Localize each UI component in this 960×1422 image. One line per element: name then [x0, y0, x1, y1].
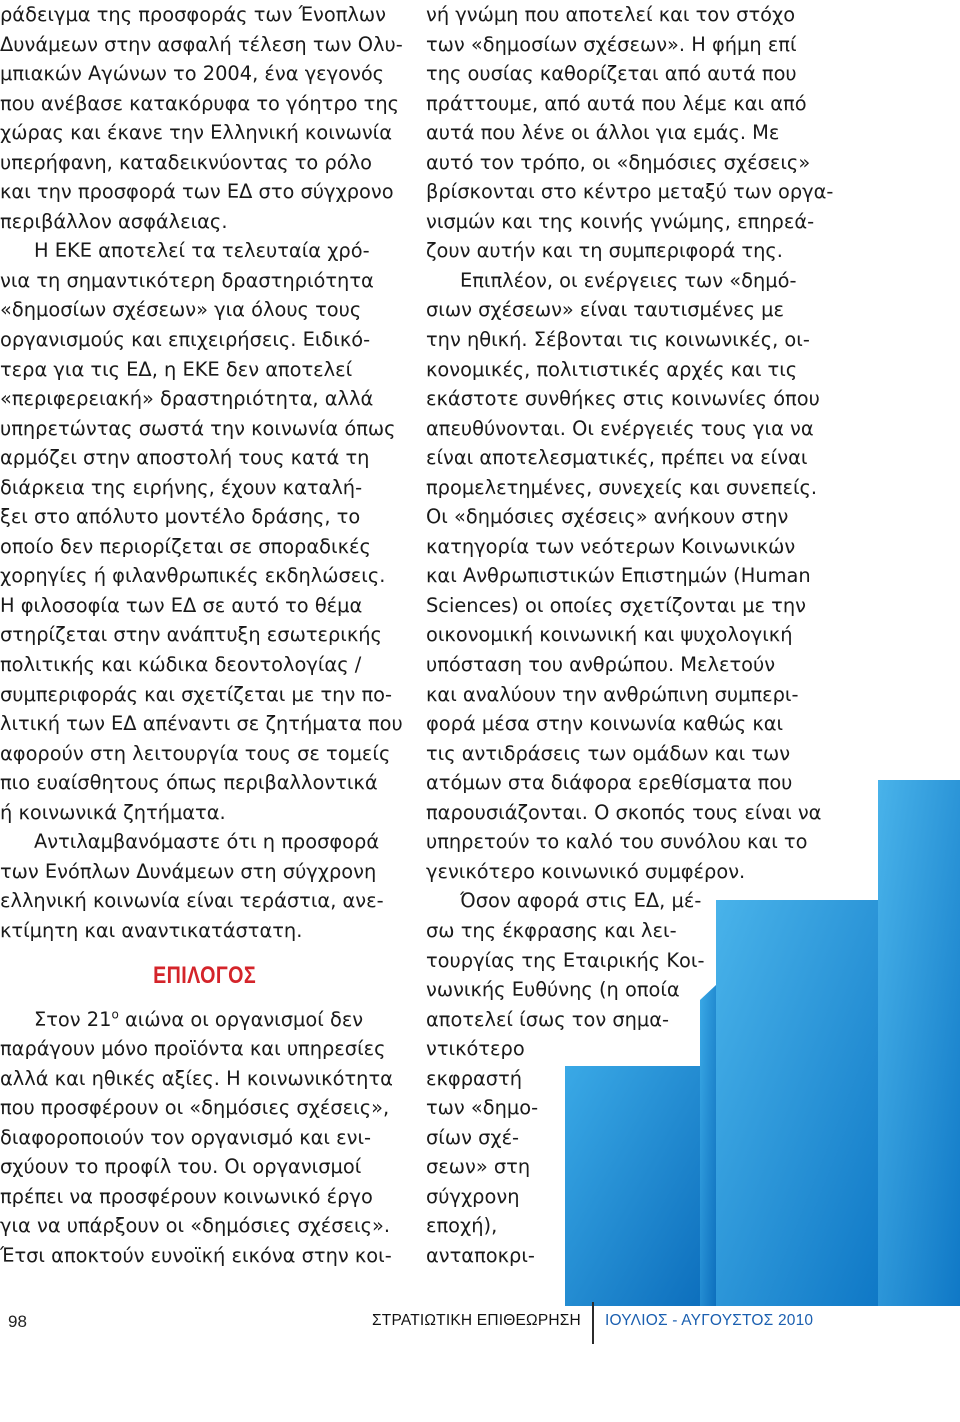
text-line: Αντιλαμβανόμαστε ότι η προσφορά [34, 830, 380, 854]
bar-step-4 [878, 780, 960, 1306]
text-line: σχύουν το προφίλ του. Οι οργανισμοί [0, 1155, 362, 1179]
text-line: πιο ευαίσθητους όπως περιβαλλοντικά [0, 771, 378, 795]
text-line: και την προσφορά των ΕΔ στο σύγχρονο [0, 180, 394, 204]
text-line: κτίμητη και αναντικατάστατη. [0, 918, 303, 942]
text-line: ανταποκρι- [426, 1243, 535, 1267]
epilogue-lead-rest: αιώνα οι οργανισμοί δεν [118, 1007, 364, 1031]
text-line: σιων σχέσεων» είναι ταυτισμένες με [426, 298, 784, 322]
text-line: Η ΕΚΕ αποτελεί τα τελευταία χρό- [34, 239, 370, 263]
text-line: σω της έκφρασης και λει- [426, 918, 677, 942]
text-line: των «δημο- [426, 1096, 539, 1120]
text-line: ντικότερο [426, 1037, 525, 1061]
epilogue-lead: Στον 21 [34, 1007, 112, 1031]
text-line: σύγχρονη [426, 1184, 520, 1208]
text-line: διάρκεια της ειρήνης, έχουν καταλή- [0, 475, 363, 499]
text-line [0, 1005, 402, 1035]
text-line: οργανισμούς και επιχειρήσεις. Ειδικό- [0, 328, 371, 352]
footer-divider [592, 1302, 594, 1344]
text-line: στηρίζεται στην ανάπτυξη εσωτερικής [0, 623, 382, 647]
text-line: κονομικές, πολιτιστικές αρχές και τις [426, 357, 798, 381]
text-line: και αναλύουν την ανθρώπινη συμπερι- [426, 682, 799, 706]
text-line: παρουσιάζονται. Ο σκοπός τους είναι να [426, 800, 822, 824]
text-line: κατηγορία των νεότερων Κοινωνικών [426, 534, 796, 558]
text-line: χορηγίες ή φιλανθρωπικές εκδηλώσεις. [0, 564, 386, 588]
text-line: συμπεριφοράς και σχετίζεται με την πο- [0, 682, 392, 706]
text-line: σίων σχέ- [426, 1125, 520, 1149]
text-line: «δημοσίων σχέσεων» για όλους τους [0, 298, 362, 322]
page-footer [0, 1300, 960, 1360]
text-line: βρίσκονται στο κέντρο μεταξύ των οργα- [426, 180, 834, 204]
left-column [0, 0, 402, 1270]
text-line: φορά μέσα στην κοινωνία καθώς και [426, 712, 784, 736]
text-line: υπόσταση του ανθρώπου. Μελετούν [426, 653, 776, 677]
text-line: αυτό τον τρόπο, οι «δημόσιες σχέσεις» [426, 150, 811, 174]
text-line: ατόμων στα διάφορα ερεθίσματα που [426, 771, 793, 795]
text-line: σεων» στη [426, 1155, 531, 1179]
text-line: Δυνάμεων στην ασφαλή τέλεση των Ολυ- [0, 32, 403, 56]
text-line: χώρας και έκανε την Ελληνική κοινωνία [0, 121, 392, 145]
text-line: Όσον αφορά στις ΕΔ, μέ- [460, 889, 702, 913]
text-line: νια τη σημαντικότερη δραστηριότητα [0, 268, 374, 292]
text-line: για να υπάρξουν οι «δημόσιες σχέσεις». [0, 1214, 391, 1238]
magazine-title: ΣΤΡΑΤΙΩΤΙΚΗ ΕΠΙΘΕΩΡΗΣΗ [372, 1312, 581, 1329]
text-line: αφορούν στη λειτουργία τους σε τομείς [0, 741, 391, 765]
text-line: «περιφερειακή» δραστηριότητα, αλλά [0, 387, 374, 411]
text-line: νωνικής Ευθύνης (η οποία [426, 978, 680, 1002]
text-line: υπηρετούν το καλό του συνόλου και το [426, 830, 808, 854]
text-line: γενικότερο κοινωνικό συμφέρον. [426, 859, 746, 883]
text-line: ξει στο απόλυτο μοντέλο δράσης, το [0, 505, 361, 529]
text-line: μπιακών Αγώνων το 2004, ένα γεγονός [0, 62, 385, 86]
text-line: εκάστοτε συνθήκες στις κοινωνίες όπου [426, 387, 820, 411]
text-line: λιτική των ΕΔ απέναντι σε ζητήματα που [0, 712, 403, 736]
text-line: υπηρετώντας σωστά την κοινωνία όπως [0, 416, 396, 440]
text-line: παράγουν μόνο προϊόντα και υπηρεσίες [0, 1037, 386, 1061]
text-line: ελληνική κοινωνία είναι τεράστια, ανε- [0, 889, 384, 913]
text-line: περιβάλλον ασφάλειας. [0, 209, 228, 233]
text-line: που προσφέρουν οι «δημόσιες σχέσεις», [0, 1096, 390, 1120]
text-line: οποίο δεν περιορίζεται σε σποραδικές [0, 534, 371, 558]
text-line: τις αντιδράσεις των ομάδων και των [426, 741, 791, 765]
text-line: υπερήφανη, καταδεικνύοντας το ρόλο [0, 150, 372, 174]
text-line: Sciences) οι οποίες σχετίζονται με την [426, 593, 806, 617]
text-line: τερα για τις ΕΔ, η ΕΚΕ δεν αποτελεί [0, 357, 353, 381]
text-line: πολιτικής και κώδικα δεοντολογίας / [0, 653, 362, 677]
text-line: αλλά και ηθικές αξίες. Η κοινωνικότητα [0, 1066, 393, 1090]
text-line: των Ενόπλων Δυνάμεων στη σύγχρονη [0, 859, 377, 883]
text-line: και Ανθρωπιστικών Επιστημών (Human [426, 564, 811, 588]
text-line: νισμών και της κοινής γνώμης, επηρεά- [426, 209, 815, 233]
text-line: εποχή), [426, 1214, 498, 1238]
text-line: πρέπει να προσφέρουν κοινωνικό έργο [0, 1184, 373, 1208]
text-line: πράττουμε, από αυτά που λέμε και από [426, 91, 807, 115]
text-line: που ανέβασε κατακόρυφα το γόητρο της [0, 91, 400, 115]
text-line: εκφραστή [426, 1066, 523, 1090]
text-line: απευθύνονται. Οι ενέργειές τους για να [426, 416, 814, 440]
text-line: ράδειγμα της προσφοράς των Ένοπλων [0, 3, 386, 26]
ordinal-superscript: ο [111, 1007, 119, 1022]
section-heading: ΕΠΙΛΟΓΟΣ [153, 961, 257, 989]
page-number: 98 [8, 1312, 27, 1331]
text-line: Οι «δημόσιες σχέσεις» ανήκουν στην [426, 505, 789, 529]
text-line: Επιπλέον, οι ενέργειες των «δημό- [460, 268, 797, 292]
issue-date: ΙΟΥΛΙΟΣ - ΑΥΓΟΥΣΤΟΣ 2010 [605, 1312, 814, 1329]
text-line: αποτελεί ίσως τον σημα- [426, 1007, 670, 1031]
text-line: διαφοροποιούν τον οργανισμό και ενι- [0, 1125, 372, 1149]
text-line: είναι αποτελεσματικές, πρέπει να είναι [426, 446, 808, 470]
text-line: την ηθική. Σέβονται τις κοινωνικές, οι- [426, 328, 810, 352]
text-line: αρμόζει στην αποστολή τους κατά τη [0, 446, 370, 470]
text-line: νή γνώμη που αποτελεί και τον στόχο [426, 3, 796, 26]
text-line: ή κοινωνικά ζητήματα. [0, 800, 226, 824]
text-line: Έτσι αποκτούν ευνοϊκή εικόνα στην κοι- [0, 1243, 392, 1267]
text-line: τουργίας της Εταιρικής Κοι- [426, 948, 705, 972]
text-line: αυτά που λένε οι άλλοι για εμάς. Με [426, 121, 780, 145]
text-line: της ουσίας καθορίζεται από αυτά που [426, 62, 797, 86]
text-line: των «δημοσίων σχέσεων». Η φήμη επί [426, 32, 797, 56]
text-line: ζουν αυτήν και τη συμπεριφορά της. [426, 239, 783, 263]
right-column [426, 0, 834, 1271]
text-line: Η φιλοσοφία των ΕΔ σε αυτό το θέμα [0, 593, 363, 617]
text-line: προμελετημένες, συνεχείς και συνεπείς. [426, 475, 818, 499]
text-line: οικονομική κοινωνική και ψυχολογική [426, 623, 793, 647]
